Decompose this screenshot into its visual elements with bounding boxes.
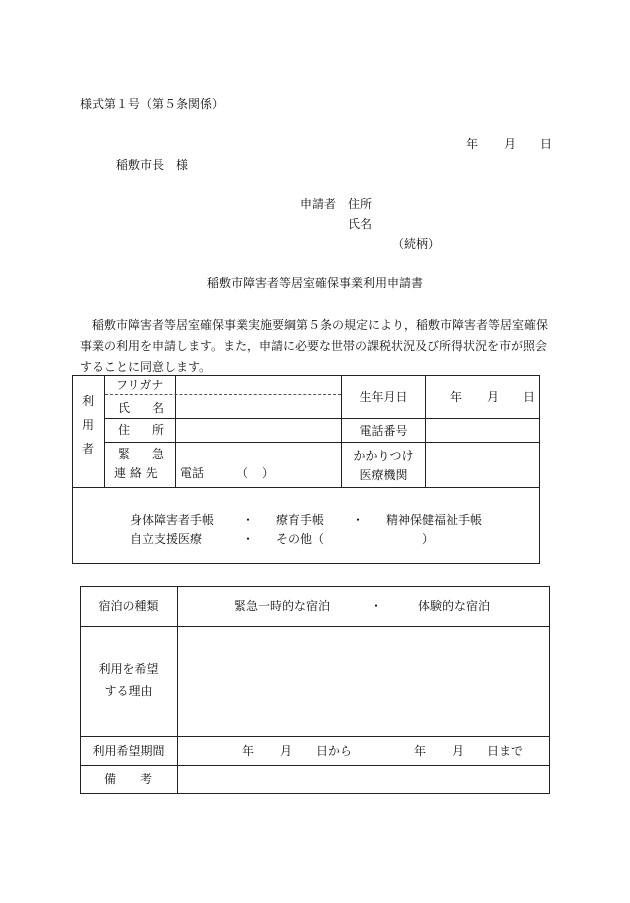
applicant-relation-label: （続柄） xyxy=(392,237,441,251)
emergency-label-char-1: 緊 xyxy=(118,447,131,461)
period-to-year: 年 xyxy=(414,744,427,758)
phone-paren-close: ） xyxy=(262,466,275,480)
handbook-rehabilitation: 療育手帳 xyxy=(276,513,325,527)
user-name-label-char-2: 名 xyxy=(151,401,164,415)
user-section-label-3: 者 xyxy=(82,442,95,456)
date-year-label: 年 xyxy=(466,137,479,151)
stay-type-label: 宿泊の種類 xyxy=(98,599,159,613)
handbook-other-open: その他（ xyxy=(276,532,325,546)
phone-number-label: 電話番号 xyxy=(359,424,408,438)
reason-label-line-1: 利用を希望 xyxy=(98,662,159,676)
period-to-day: 日まで xyxy=(487,744,524,758)
user-section-label-1: 利 xyxy=(82,394,95,408)
user-address-label-char-1: 住 xyxy=(118,423,131,437)
birthdate-year-label: 年 xyxy=(450,390,463,404)
stay-option-emergency: 緊急一時的な宿泊 xyxy=(234,599,331,613)
remarks-label-char-1: 備 xyxy=(104,772,117,786)
period-label: 利用希望期間 xyxy=(92,744,165,758)
clinic-label-line-2: 医療機関 xyxy=(359,468,408,482)
contact-label: 連 絡 先 xyxy=(114,466,158,480)
stay-option-trial: 体験的な宿泊 xyxy=(418,599,491,613)
period-from-year: 年 xyxy=(242,744,255,758)
handbook-separator-1: ・ xyxy=(242,513,255,527)
handbook-separator-3: ・ xyxy=(242,532,255,546)
application-body-text: 稲敷市障害者等居室確保事業実施要綱第５条の規定により，稲敷市障害者等居室確保事業の利用を申請します。また，申請に必要な世帯の課税状況及び所得状況を市が照会することに同意します。 xyxy=(80,318,549,374)
handbook-mental-health: 精神保健福祉手帳 xyxy=(386,513,483,527)
birthdate-label: 生年月日 xyxy=(359,390,408,404)
applicant-address-label: 住所 xyxy=(348,197,373,211)
document-title: 稲敷市障害者等居室確保事業利用申請書 xyxy=(206,276,423,290)
handbook-physical: 身体障害者手帳 xyxy=(130,513,215,527)
phone-label: 電話 xyxy=(180,466,205,480)
phone-paren-open: （ xyxy=(236,466,249,480)
handbook-separator-2: ・ xyxy=(352,513,365,527)
period-to-month: 月 xyxy=(452,744,465,758)
remarks-label-char-2: 考 xyxy=(139,772,152,786)
birthdate-month-label: 月 xyxy=(487,390,500,404)
user-address-label-char-2: 所 xyxy=(151,423,164,437)
date-month-label: 月 xyxy=(504,137,517,151)
emergency-label-char-2: 急 xyxy=(151,447,164,461)
reason-label-line-2: する理由 xyxy=(104,684,153,698)
period-from-day: 日から xyxy=(316,744,353,758)
clinic-label-line-1: かかりつけ xyxy=(353,449,414,463)
date-day-label: 日 xyxy=(540,137,553,151)
emergency-label xyxy=(118,447,164,461)
form-number: 様式第１号（第５条関係） xyxy=(80,97,225,111)
user-section-label-2: 用 xyxy=(82,418,95,432)
applicant-name-label: 氏名 xyxy=(348,217,373,231)
applicant-label: 申請者 xyxy=(300,197,337,211)
remarks-label xyxy=(104,772,152,786)
user-name-label xyxy=(118,401,164,415)
period-from-month: 月 xyxy=(280,744,293,758)
user-address-label xyxy=(118,423,164,437)
independence-support-medical: 自立支援医療 xyxy=(130,532,203,546)
birthdate-day-label: 日 xyxy=(523,390,536,404)
stay-option-separator: ・ xyxy=(370,599,383,613)
addressee: 稲敷市長 様 xyxy=(116,158,189,172)
handbook-other-close: ） xyxy=(422,532,435,546)
user-name-label-char-1: 氏 xyxy=(118,401,131,415)
furigana-label: フリガナ xyxy=(116,378,164,392)
